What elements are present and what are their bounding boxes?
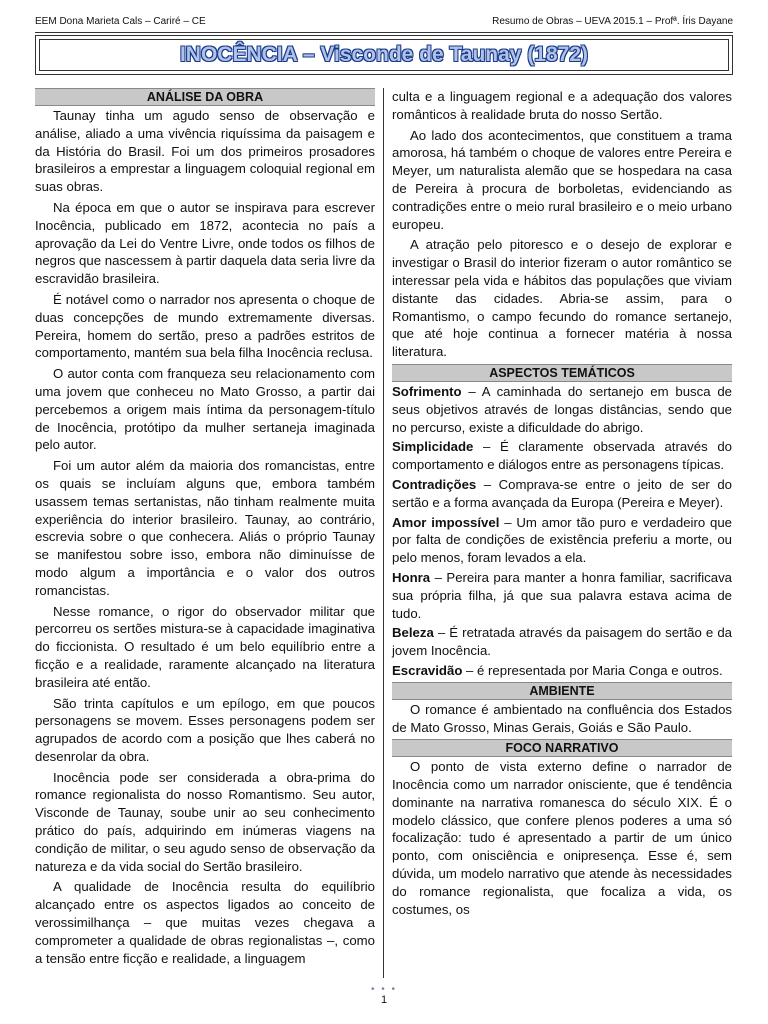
paragraph: Foi um autor além da maioria dos romancistas, entre os quais se incluíam alguns que, embora também usassem temas sertanistas, não tinham realmente muita experiência do interior brasileiro. Taunay, ao contrário, escrevia sobre o que conhecera. Aliás o próprio Taunay se manifestou sobre isso, embora não diminuísse de modo algum a importância e o valor dos outros romancistas. bbox=[35, 458, 375, 598]
theme-text: – A caminhada do sertanejo em busca de seus objetivos através de longas distâncias, sendo que no percurso, existe a dificuldade do abrigo. bbox=[392, 383, 732, 435]
theme-term: Contradições bbox=[392, 476, 477, 492]
theme-term: Escravidão bbox=[392, 662, 463, 678]
theme-text: – Comprava-se entre o jeito de ser do sertão e a forma avançada da Europa (Pereira e Meyer). bbox=[392, 476, 732, 510]
column-divider bbox=[383, 88, 384, 978]
paragraph: Na época em que o autor se inspirava para escrever Inocência, publicado em 1872, acontecia no país a aprovação da Lei do Ventre Livre, onde todos os filhos de negros que nascessem à partir daquela data seria livre da escravidão brasileira. bbox=[35, 199, 375, 287]
paragraph: São trinta capítulos e um epílogo, em que poucos personagens se movem. Esses personagens podem ser agrupados de acordo com a posição que lhes caberá no desenrolar da obra. bbox=[35, 695, 375, 764]
title-inner bbox=[39, 39, 729, 71]
section-heading-ambiente: AMBIENTE bbox=[392, 682, 732, 700]
section-heading-foco: FOCO NARRATIVO bbox=[392, 739, 732, 757]
theme-text: – É claramente observada através do comportamento e diálogos entre as personagens típicas. bbox=[392, 439, 732, 473]
theme-term: Beleza bbox=[392, 625, 434, 641]
page-footer bbox=[0, 986, 768, 1006]
theme-term: Amor impossível bbox=[392, 514, 500, 530]
header-school: EEM Dona Marieta Cals – Cariré – CE bbox=[35, 16, 206, 27]
left-column bbox=[35, 88, 375, 970]
paragraph: É notável como o narrador nos apresenta o choque de duas concepções de mundo extremamente diversas. Pereira, homem do sertão, preso a padrões estritos de comportamento, mantém sua bela filha Inocência reclusa. bbox=[35, 291, 375, 361]
footer-dots: • • • bbox=[370, 984, 398, 995]
right-column bbox=[392, 88, 732, 921]
section-heading-analise: ANÁLISE DA OBRA bbox=[35, 88, 375, 106]
theme-item bbox=[392, 662, 732, 680]
theme-item bbox=[392, 476, 732, 512]
theme-item bbox=[392, 438, 732, 474]
theme-item bbox=[392, 514, 732, 567]
header-course: Resumo de Obras – UEVA 2015.1 – Profª. Íris Dayane bbox=[492, 16, 733, 27]
theme-item bbox=[392, 383, 732, 436]
theme-text: – Um amor tão puro e verdadeiro que por falta de condições de existência preferiu a morte, ou pelo menos, foram levados a ela. bbox=[392, 514, 732, 566]
theme-text: – é representada por Maria Conga e outros. bbox=[462, 662, 723, 678]
title-box bbox=[35, 35, 733, 75]
theme-item bbox=[392, 624, 732, 660]
paragraph: O autor conta com franqueza seu relacionamento com uma jovem que conheceu no Mato Grosso, a partir dai percebemos a origem mais íntima da personagem-título de Inocência, protótipo da mulher sertaneja imaginada pelo autor. bbox=[35, 366, 375, 453]
page-header bbox=[35, 16, 733, 33]
theme-item bbox=[392, 569, 732, 622]
page-title: INOCÊNCIA – Visconde de Taunay (1872) bbox=[179, 43, 589, 66]
paragraph: A atração pelo pitoresco e o desejo de explorar e investigar o Brasil do interior fizeram o autor romântico se interessar pela vida e hábitos das populações que viviam distante das cidades. Abria-se assim, para o Romantismo, o campo fecundo do romance sertanejo, que até hoje continua a fornecer matéria à nossa literatura. bbox=[392, 237, 732, 360]
page-number: 1 bbox=[380, 994, 388, 1006]
paragraph: Nesse romance, o rigor do observador militar que percorreu os sertões mistura-se à capacidade imaginativa do ficcionista. O resultado é um belo equilíbrio entre a ficção e a realidade, raramente alcançado na literatura brasileira até então. bbox=[35, 603, 375, 690]
paragraph: Ao lado dos acontecimentos, que constituem a trama amorosa, há também o choque de valores entre Pereira e Meyer, um naturalista alemão que se hospedara na casa de Pereira à procura de borboletas, evidenciando as contradições entre o meio rural brasileiro e o meio urbano europeu. bbox=[392, 127, 732, 232]
paragraph: A qualidade de Inocência resulta do equilíbrio alcançado entre os aspectos ligados ao conceito de verossimilhança – que muitas vezes chegava a comprometer a qualidade de obras regionalistas –, como a tensão entre ficção e realidade, a linguagem bbox=[35, 879, 375, 966]
paragraph-continuation: culta e a linguagem regional e a adequação dos valores românticos à realidade bruta do nosso Sertão. bbox=[392, 89, 732, 122]
theme-term: Simplicidade bbox=[392, 439, 474, 455]
paragraph: Taunay tinha um agudo senso de observação e análise, aliado a uma vivência riquíssima da paisagem e da História do Brasil. Foi um dos primeiros prosadores brasileiros a emprestar a linguagem coloquial regional em suas obras. bbox=[35, 108, 375, 195]
theme-text: – Pereira para manter a honra familiar, sacrificava sua própria filha, já que sua palavra estava acima de tudo. bbox=[392, 569, 732, 621]
paragraph: O romance é ambientado na confluência dos Estados de Mato Grosso, Minas Gerais, Goiás e São Paulo. bbox=[392, 701, 732, 735]
paragraph: Inocência pode ser considerada a obra-prima do romance regionalista do nosso Romantismo. Seu autor, Visconde de Taunay, soube unir ao seu conhecimento prático do país, adquirindo em inúmeras viagens na condição de militar, o seu agudo senso de observação da natureza e da vida social do Sertão brasileiro. bbox=[35, 769, 375, 874]
section-heading-aspectos: ASPECTOS TEMÁTICOS bbox=[392, 364, 732, 382]
theme-text: – É retratada através da paisagem do sertão e da jovem Inocência. bbox=[392, 625, 732, 659]
theme-term: Sofrimento bbox=[392, 383, 462, 399]
paragraph: O ponto de vista externo define o narrador de Inocência como um narrador onisciente, que é tendência dominante na narrativa romanesca do século XIX. É o modelo clássico, que confere plenos poderes a uma só focalização: tudo é apresentado a partir de um único ponto, com onisciência e onipresença. Esse é, sem dúvida, um modelo narrativo que atende às necessidades do romance regionalista, que focaliza a vida, os costumes, os bbox=[392, 759, 732, 917]
theme-term: Honra bbox=[392, 569, 431, 585]
